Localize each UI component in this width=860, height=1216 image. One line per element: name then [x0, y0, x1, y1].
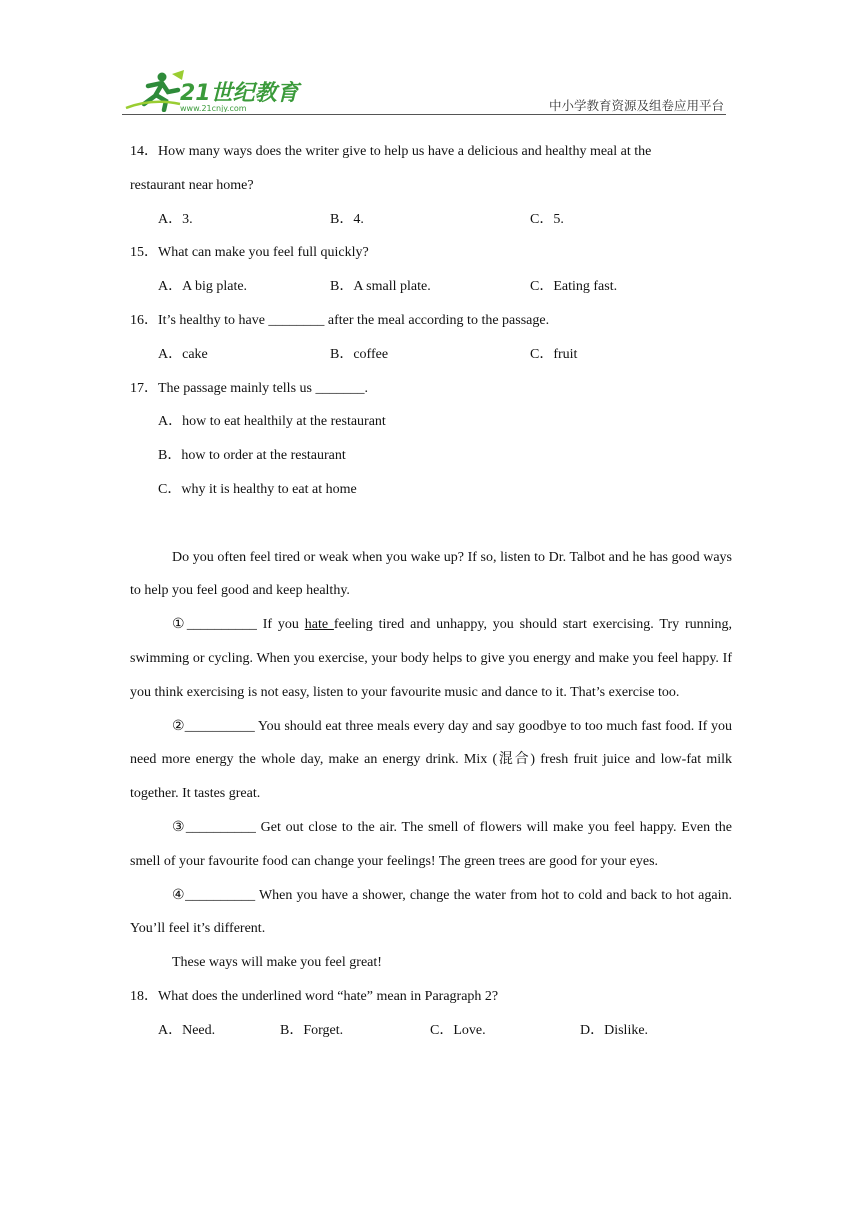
- question-16-stem: 16．It’s healthy to have ________ after the meal according to the passage.: [130, 312, 550, 328]
- option-a[interactable]: A．cake: [158, 346, 208, 362]
- passage-paragraph-6: These ways will make you feel great!: [172, 955, 382, 971]
- question-14-stem: 14．How many ways does the writer give to help us have a delicious and healthy meal at the: [130, 144, 652, 159]
- question-14-stem-cont: restaurant near home?: [130, 177, 254, 193]
- svg-text:www.21cnjy.com: www.21cnjy.com: [180, 104, 247, 112]
- option-a[interactable]: A．A big plate.: [158, 279, 248, 295]
- option-c[interactable]: C．why it is healthy to eat at home: [158, 481, 357, 497]
- platform-name: 中小学教育资源及组卷应用平台: [548, 98, 724, 113]
- page-header: [122, 62, 726, 116]
- passage-paragraph-1: Do you often feel tired or weak when you wake up? If so, listen to Dr. Talbot and he has good ways to help you feel good and keep healthy.: [130, 549, 732, 599]
- blank-1-lead: ①__________ If you: [172, 617, 305, 633]
- passage-paragraph-3: ②__________ You should eat three meals every day and say goodbye to too much fast food. If you need more energy the whole day, make an energy drink. Mix (混合) fresh fruit juice and low-fat milk together. It tastes great.: [130, 718, 732, 802]
- option-b[interactable]: B．coffee: [330, 346, 389, 362]
- option-c[interactable]: C．Love.: [430, 1022, 486, 1038]
- option-b[interactable]: B．Forget.: [280, 1022, 344, 1038]
- option-c[interactable]: C．Eating fast.: [530, 279, 618, 295]
- underlined-word-hate: hate: [304, 617, 334, 633]
- option-a[interactable]: A．Need.: [158, 1022, 216, 1038]
- passage-paragraph-4: ③__________ Get out close to the air. The smell of flowers will make you feel happy. Even the smell of your favourite food can change your feelings! The green trees are good for your eyes.: [130, 819, 732, 869]
- question-18-stem: 18．What does the underlined word “hate” mean in Paragraph 2?: [130, 988, 499, 1004]
- svg-text:21世纪教育: 21世纪教育: [180, 81, 299, 106]
- passage-paragraph-5: ④__________ When you have a shower, change the water from hot to cold and back to hot again. You’ll feel it’s different.: [130, 887, 732, 937]
- runner-icon: [126, 70, 184, 110]
- section-gap: [130, 507, 732, 541]
- question-15-stem: 15．What can make you feel full quickly?: [130, 245, 369, 261]
- option-b[interactable]: B．A small plate.: [330, 279, 431, 295]
- question-18-options: [130, 1014, 732, 1048]
- paragraph-2-text: feeling tired and unhappy, you should start exercising. Try running, swimming or cycling. When you exercise, your body helps to give you energy and make you feel happy. If you think exercising is not easy, listen to your favourite music and dance to it. That’s exercise too.: [130, 617, 732, 700]
- option-a[interactable]: A．3.: [158, 211, 193, 227]
- option-c[interactable]: C．fruit: [530, 346, 578, 362]
- question-14-options: [130, 203, 732, 237]
- question-15-options: [130, 270, 732, 304]
- option-b[interactable]: B．how to order at the restaurant: [158, 448, 346, 464]
- option-c[interactable]: C．5.: [530, 211, 564, 227]
- option-b[interactable]: B．4.: [330, 211, 364, 227]
- option-a[interactable]: A．how to eat healthily at the restaurant: [158, 414, 386, 430]
- question-16-options: [130, 338, 732, 372]
- question-17-stem: 17．The passage mainly tells us _______.: [130, 380, 368, 396]
- header-divider: [122, 114, 726, 115]
- worksheet-content: [130, 135, 732, 1048]
- logo-21cnjy: [122, 68, 302, 112]
- passage-paragraph-2: [130, 608, 732, 709]
- option-d[interactable]: D．Dislike.: [580, 1022, 649, 1038]
